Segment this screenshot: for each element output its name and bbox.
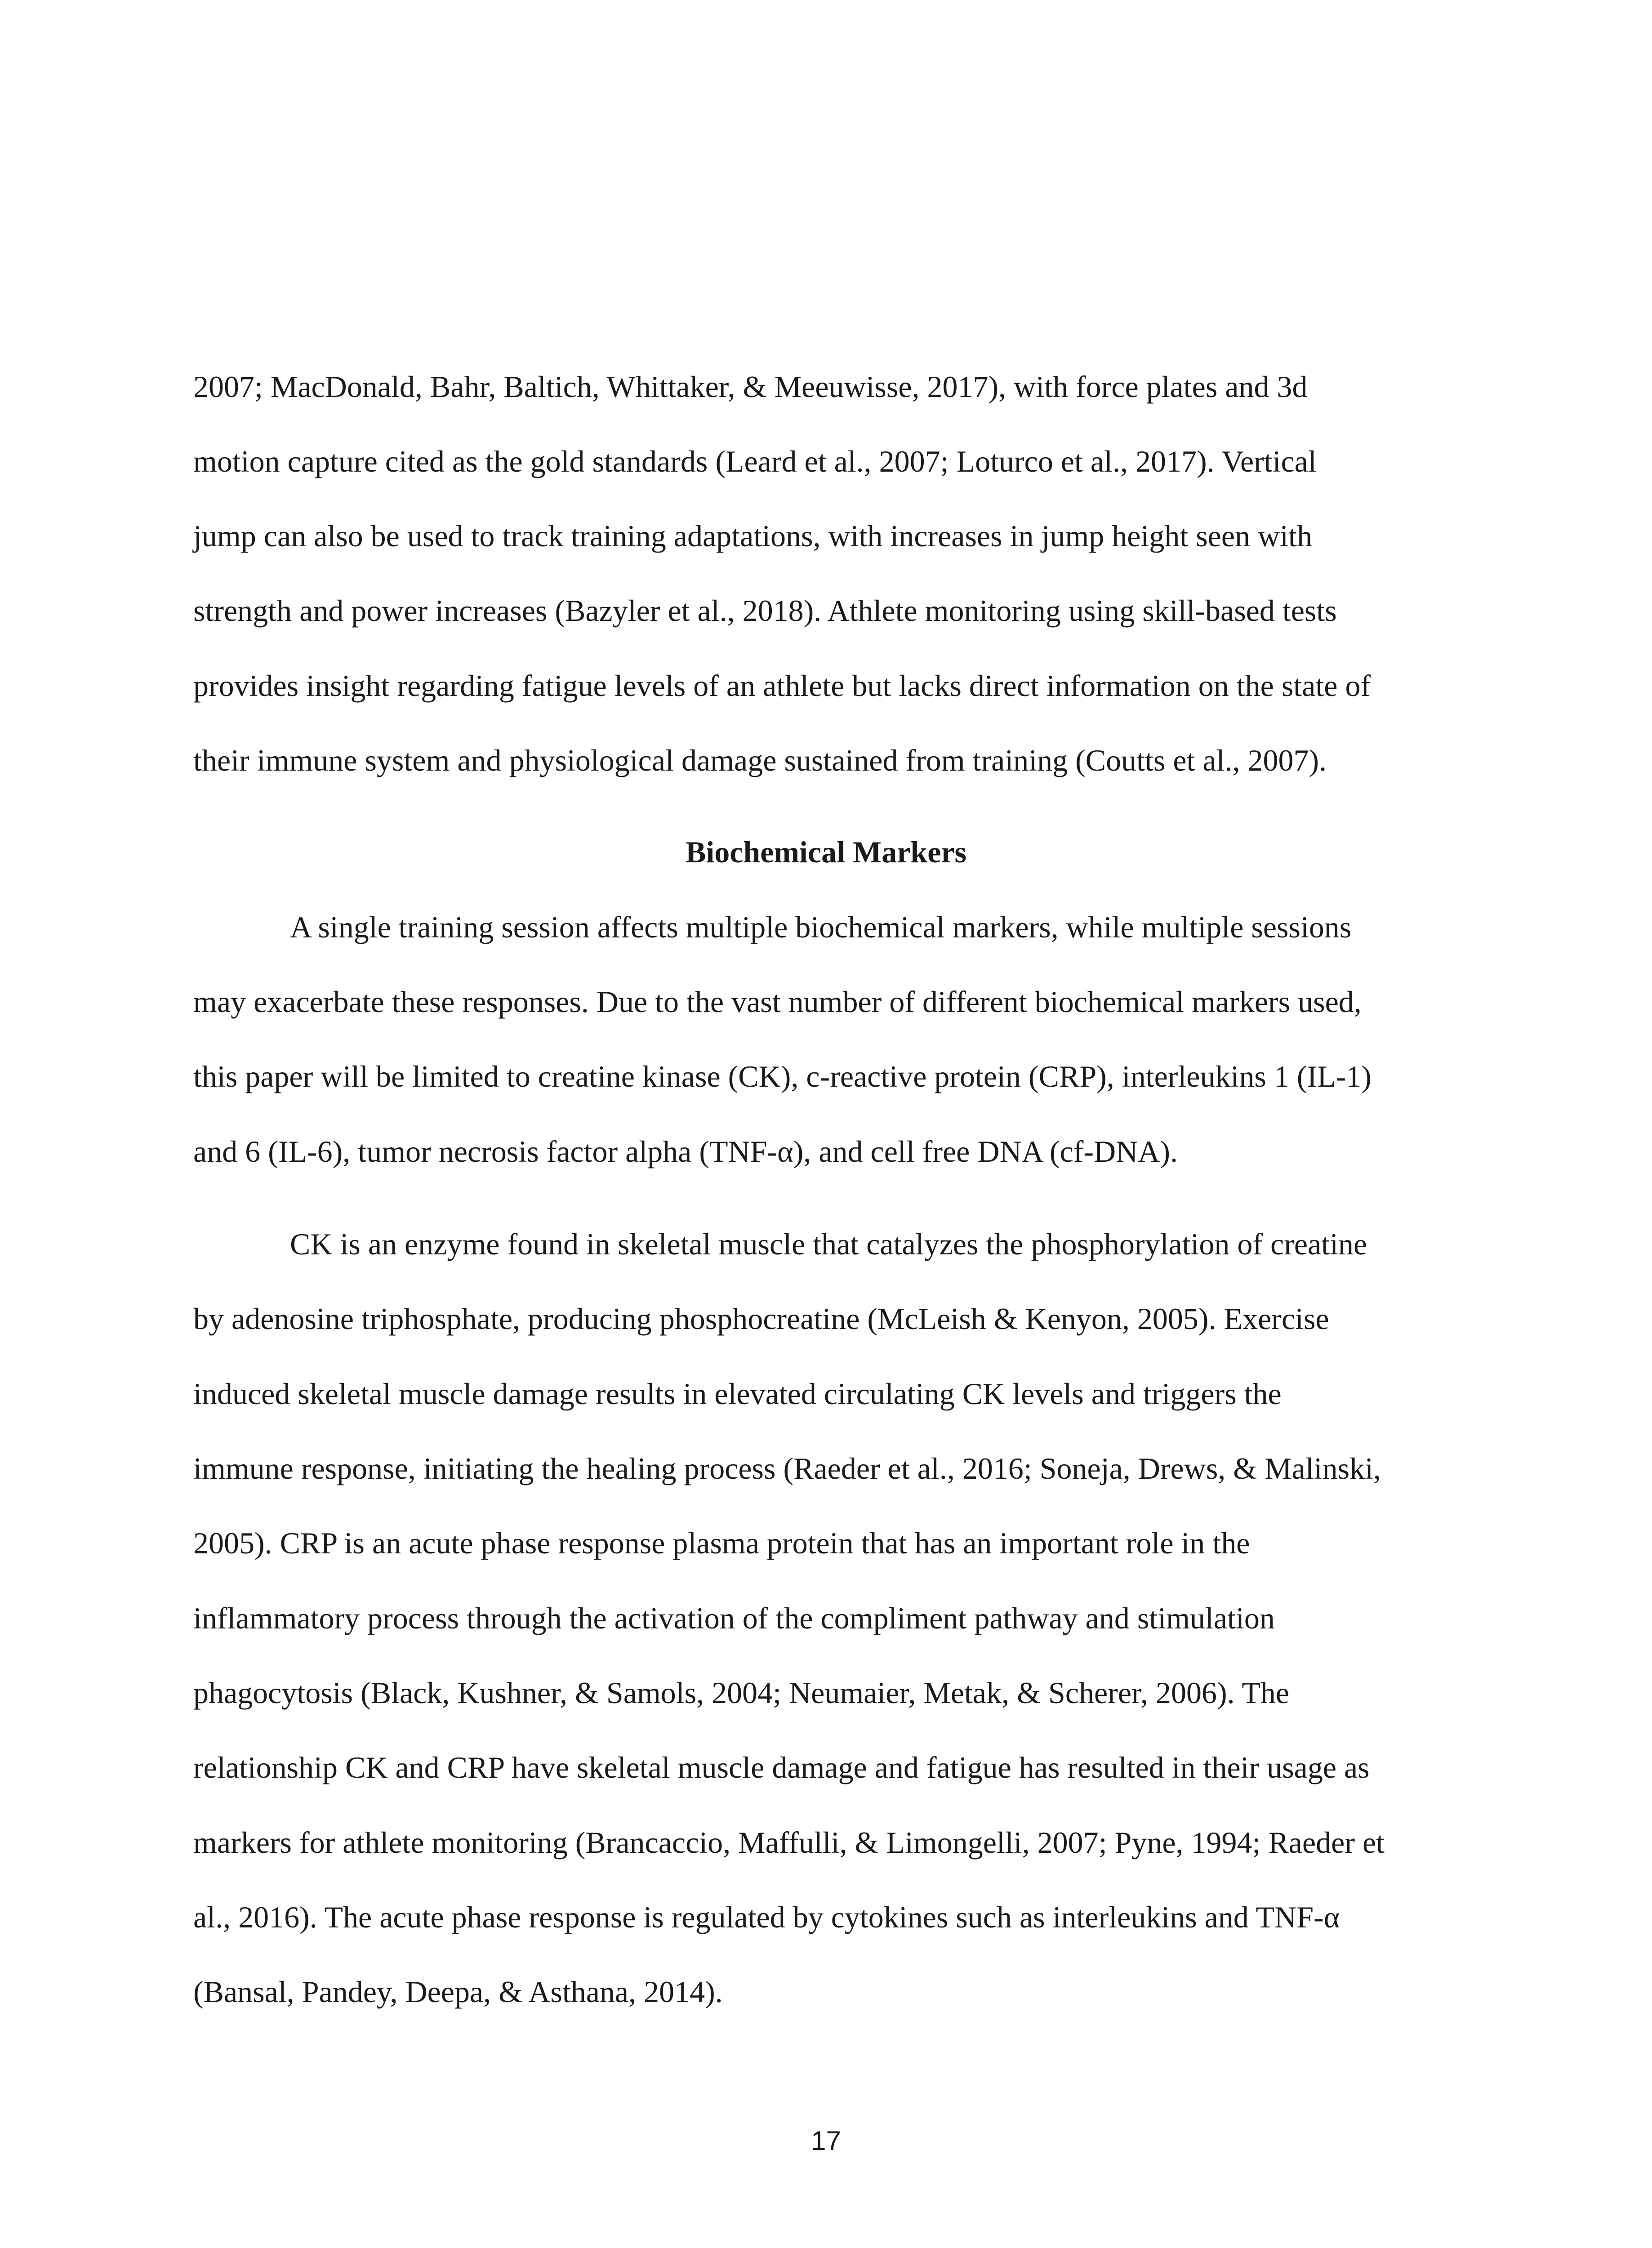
text-line: A single training session affects multiple biochemical markers, while multiple sessions	[290, 910, 1352, 944]
text-line: jump can also be used to track training adaptations, with increases in jump height seen with	[193, 519, 1312, 553]
text-line: strength and power increases (Bazyler et al., 2018). Athlete monitoring using skill-based tests	[193, 593, 1337, 628]
text-line: relationship CK and CRP have skeletal muscle damage and fatigue has resulted in their usage as	[193, 1750, 1370, 1784]
text-line: CK is an enzyme found in skeletal muscle that catalyzes the phosphorylation of creatine	[290, 1227, 1367, 1261]
text-line: induced skeletal muscle damage results in elevated circulating CK levels and triggers the	[193, 1377, 1282, 1411]
text-line: phagocytosis (Black, Kushner, & Samols, 2004; Neumaier, Metak, & Scherer, 2006). The	[193, 1676, 1290, 1710]
text-line: 2005). CRP is an acute phase response plasma protein that has an important role in the	[193, 1526, 1250, 1560]
text-line: their immune system and physiological damage sustained from training (Coutts et al., 2007).	[193, 743, 1327, 777]
text-line: (Bansal, Pandey, Deepa, & Asthana, 2014).	[193, 1975, 723, 2009]
text-line: inflammatory process through the activation of the compliment pathway and stimulation	[193, 1601, 1275, 1635]
page-number: 17	[811, 2126, 841, 2156]
text-line: may exacerbate these responses. Due to the vast number of different biochemical markers used,	[193, 985, 1362, 1019]
text-line: al., 2016). The acute phase response is regulated by cytokines such as interleukins and TNF-α	[193, 1900, 1340, 1934]
text-line: provides insight regarding fatigue levels of an athlete but lacks direct information on the state of	[193, 669, 1371, 703]
text-line: markers for athlete monitoring (Brancaccio, Maffulli, & Limongelli, 2007; Pyne, 1994; Raeder et	[193, 1825, 1385, 1860]
text-line: and 6 (IL-6), tumor necrosis factor alpha (TNF-α), and cell free DNA (cf-DNA).	[193, 1134, 1178, 1169]
text-line: 2007; MacDonald, Bahr, Baltich, Whittaker, & Meeuwisse, 2017), with force plates and 3d	[193, 370, 1308, 404]
text-line: immune response, initiating the healing process (Raeder et al., 2016; Soneja, Drews, & Malinski,	[193, 1451, 1381, 1485]
section-heading: Biochemical Markers	[685, 835, 967, 869]
text-line: motion capture cited as the gold standards (Leard et al., 2007; Loturco et al., 2017). Vertical	[193, 444, 1317, 478]
text-line: this paper will be limited to creatine kinase (CK), c-reactive protein (CRP), interleukins 1 (IL-1)	[193, 1059, 1371, 1093]
text-line: by adenosine triphosphate, producing phosphocreatine (McLeish & Kenyon, 2005). Exercise	[193, 1302, 1329, 1336]
